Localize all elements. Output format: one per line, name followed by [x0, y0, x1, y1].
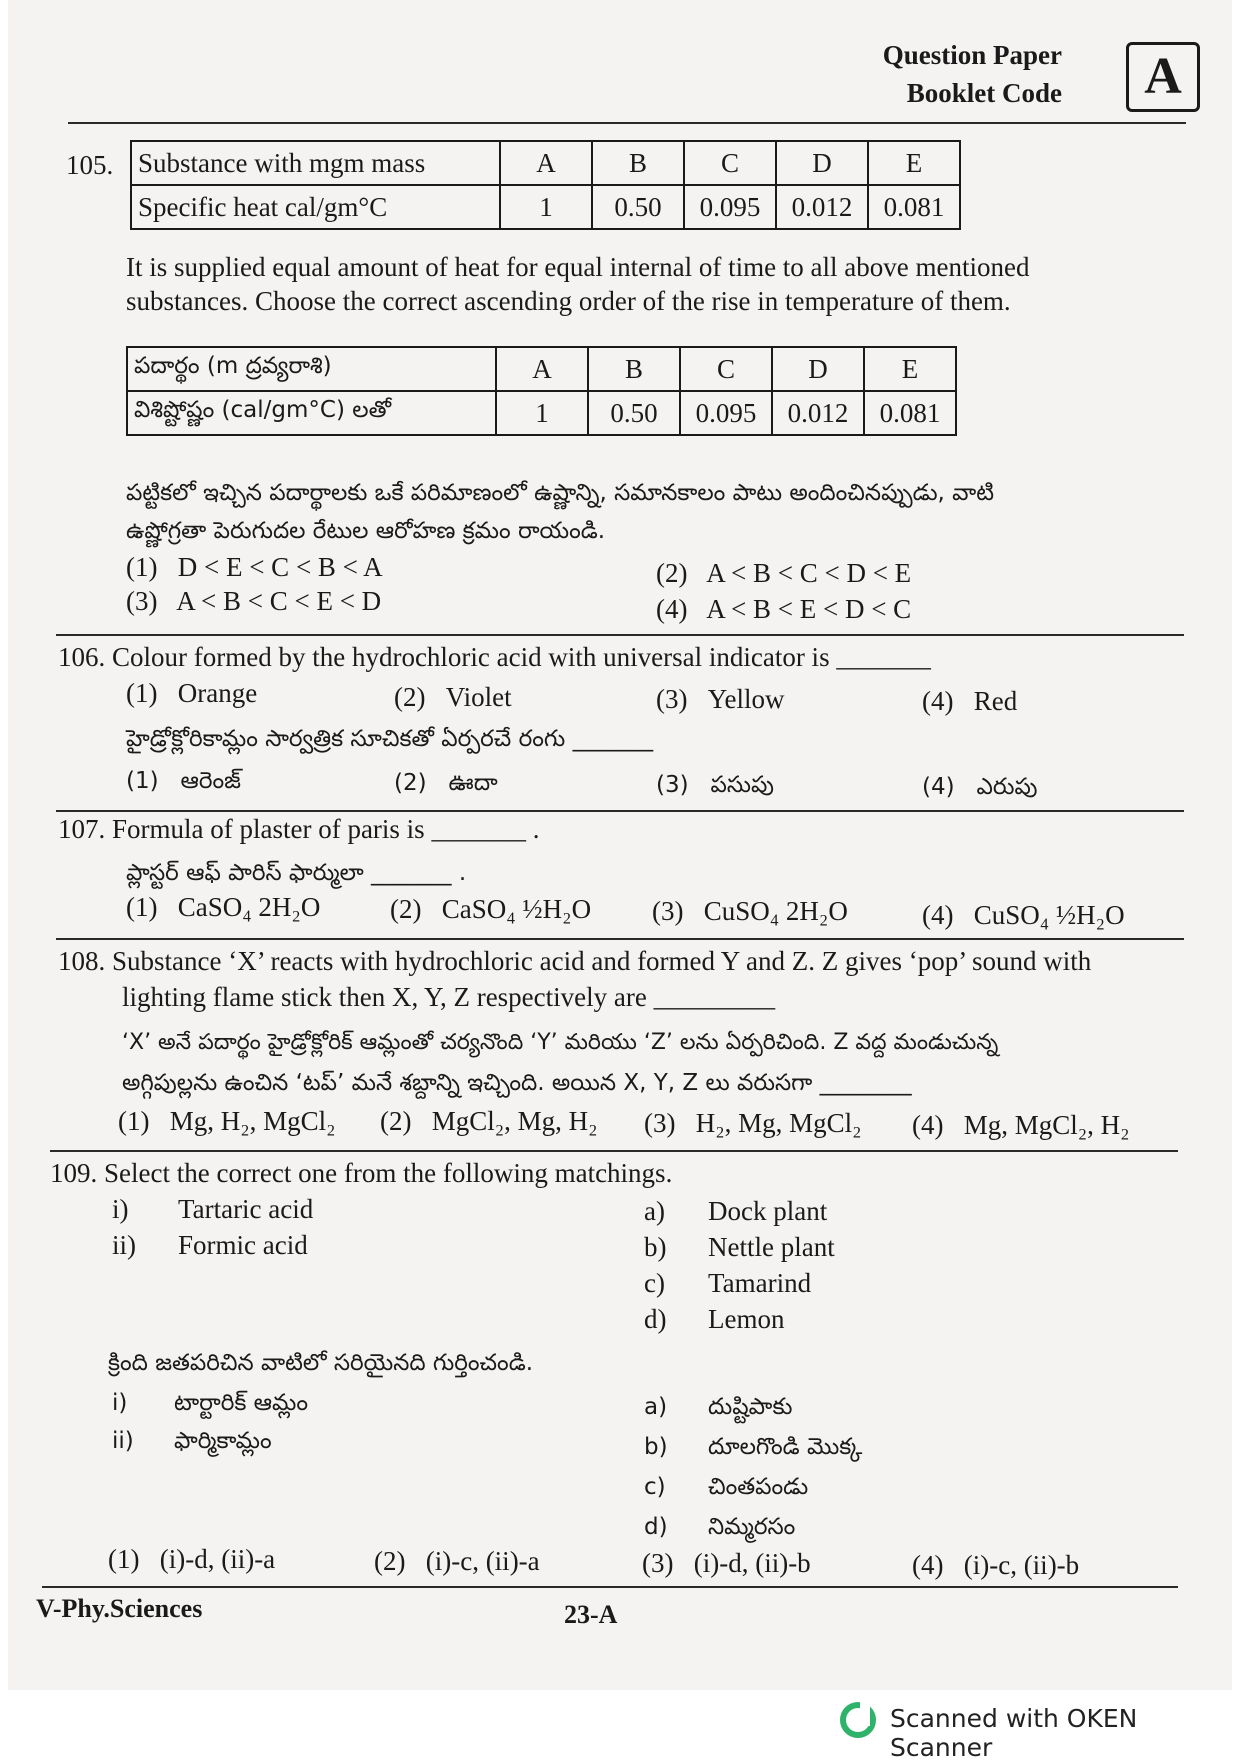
q105-table-te-value-a: 1 — [496, 391, 588, 435]
q105-option-3-num: (3) — [126, 586, 158, 616]
q108-option-1-num: (1) — [118, 1106, 150, 1136]
q107-option-3-num: (3) — [652, 896, 684, 926]
q108-option-1-text: Mg, H₂, MgCl₂ — [169, 1106, 336, 1136]
q107-text-te — [126, 856, 466, 890]
q109-right-en-4-num: d) — [644, 1304, 667, 1334]
q109-left-en-1-text: Tartaric acid — [178, 1194, 314, 1224]
q106-text-en — [58, 640, 931, 674]
q105-option-3-text: A < B < C < E < D — [176, 586, 382, 616]
q105-table-en-col-a: A — [500, 141, 592, 185]
header-line-2: Booklet Code — [906, 78, 1062, 108]
q106-option-en-4-text: Red — [973, 686, 1018, 716]
q108-question-text-line2: lighting flame stick then X, Y, Z respectively are — [122, 982, 647, 1012]
q108-question-text-line1: Substance ‘X’ reacts with hydrochloric acid and formed Y and Z. Z gives ‘pop’ sound with — [112, 946, 1092, 976]
q109-right-en-1-text: Dock plant — [708, 1196, 828, 1226]
q105-table-te-col-a: A — [496, 347, 588, 391]
q106-answer-blank-te: _______ — [572, 726, 654, 752]
q109-option-2-text: (i)-c, (ii)-a — [425, 1546, 540, 1576]
q106-option-te-1 — [126, 764, 241, 798]
q109-right-te-3-num: c) — [644, 1474, 666, 1500]
q105-option-2-text: A < B < C < D < E — [706, 558, 912, 588]
q107-question-text: Formula of plaster of paris is — [112, 814, 425, 844]
q105-table-te-value-c: 0.095 — [680, 391, 772, 435]
q107-option-2-num: (2) — [390, 894, 422, 924]
q105-table-en-value-a: 1 — [500, 185, 592, 229]
q109-left-te-1-num: i) — [112, 1390, 128, 1416]
q108-text-te-line1: ‘X’ అనే పదార్థం హైడ్రోక్లోరిక్ ఆమ్లంతో చర్యనొంది ‘Y’ మరియు ‘Z’ లను ఏర్పరిచింది. Z వద్ద మండుచున్న — [122, 1030, 999, 1055]
q105-divider — [56, 634, 1184, 636]
scanned-page — [8, 0, 1232, 1690]
q109-right-en-3-num: c) — [644, 1268, 665, 1298]
q109-right-en-2-num: b) — [644, 1232, 667, 1262]
q107-option-3-text: CuSO₄ 2H₂O — [703, 896, 848, 926]
q105-table-en-col-e: E — [868, 141, 960, 185]
q106-option-en-2 — [394, 680, 512, 714]
q106-text-te — [126, 722, 653, 756]
question-109-number: 109. — [50, 1158, 98, 1188]
q108-option-3-num: (3) — [644, 1108, 676, 1138]
q105-option-1-text: D < E < C < B < A — [177, 552, 383, 582]
q109-option-4-text: (i)-c, (ii)-b — [963, 1550, 1080, 1580]
q107-answer-blank: _______ . — [431, 814, 540, 844]
q105-option-3 — [126, 584, 381, 618]
q105-option-1 — [126, 550, 383, 584]
q107-option-1-num: (1) — [126, 892, 158, 922]
q109-divider — [42, 1586, 1178, 1588]
q106-question-text-te: హైడ్రోక్లోరికామ్లం సార్వత్రిక సూచికతో ఏర్పరచే రంగు — [126, 726, 566, 752]
q109-left-en-2 — [112, 1228, 136, 1262]
q105-table-te-col-d: D — [772, 347, 864, 391]
q105-table-te-value-e: 0.081 — [864, 391, 956, 435]
q109-right-te-1-text: దుష్టిపాకు — [708, 1394, 793, 1420]
oken-scanner-logo-icon — [840, 1702, 876, 1738]
q109-right-te-2-text: దూలగొండి మొక్క — [708, 1434, 863, 1460]
q105-table-en-row1-label: Substance with mgm mass — [131, 141, 500, 185]
q105-option-4-text: A < B < E < D < C — [706, 594, 912, 624]
q107-option-4 — [922, 898, 1125, 932]
q109-left-te-2-num: ii) — [112, 1428, 134, 1454]
q106-option-en-3-text: Yellow — [707, 684, 785, 714]
q109-left-en-1 — [112, 1192, 129, 1226]
q108-divider — [50, 1150, 1178, 1152]
q108-option-2 — [380, 1104, 598, 1138]
q107-option-2-text: CaSO₄ ½H₂O — [441, 894, 592, 924]
q109-option-4-num: (4) — [912, 1550, 944, 1580]
q106-option-te-4-num: (4) — [922, 774, 955, 800]
booklet-code-box: A — [1126, 42, 1200, 112]
q105-option-4 — [656, 592, 911, 626]
q108-option-3 — [644, 1106, 862, 1140]
q108-option-1 — [118, 1104, 336, 1138]
q109-text-te: క్రింది జతపరిచిన వాటిలో సరియైనది గుర్తించండి. — [108, 1350, 534, 1376]
q108-option-4 — [912, 1108, 1130, 1142]
q105-table-te-value-b: 0.50 — [588, 391, 680, 435]
q107-option-1 — [126, 890, 320, 924]
q105-table-te-row1-label: పదార్థం (m ద్రవ్యరాశి) — [127, 347, 496, 391]
q109-option-1-text: (i)-d, (ii)-a — [159, 1544, 276, 1574]
header-divider — [68, 122, 1186, 124]
q109-left-te-2-text: ఫార్మికామ్లం — [174, 1428, 272, 1454]
q109-option-1 — [108, 1542, 275, 1576]
q109-right-en-2-text: Nettle plant — [708, 1232, 835, 1262]
q106-option-en-3 — [656, 682, 785, 716]
question-106-number: 106. — [58, 642, 106, 672]
q108-text-te-line2 — [122, 1066, 912, 1100]
q105-table-en-col-d: D — [776, 141, 868, 185]
booklet-code-header — [883, 36, 1062, 112]
q106-option-en-1-text: Orange — [177, 678, 258, 708]
q105-table-en-value-e: 0.081 — [868, 185, 960, 229]
q106-option-te-4 — [922, 770, 1037, 804]
q109-option-4 — [912, 1548, 1079, 1582]
q107-question-text-te: ప్లాస్టర్ ఆఫ్ పారిస్ ఫార్ములా — [126, 860, 364, 886]
q106-option-te-1-num: (1) — [126, 768, 159, 794]
q109-option-2 — [374, 1544, 540, 1578]
q106-option-en-2-num: (2) — [394, 682, 426, 712]
footer-page-number: 23-A — [564, 1600, 618, 1629]
q109-right-en-4-text: Lemon — [708, 1304, 785, 1334]
q109-right-te-4-num: d) — [644, 1514, 668, 1540]
q109-option-3 — [642, 1546, 811, 1580]
q105-option-4-num: (4) — [656, 594, 688, 624]
q108-option-2-text: MgCl₂, Mg, H₂ — [431, 1106, 598, 1136]
q107-option-4-num: (4) — [922, 900, 954, 930]
q106-option-en-4-num: (4) — [922, 686, 954, 716]
q108-option-4-num: (4) — [912, 1110, 944, 1140]
q108-option-2-num: (2) — [380, 1106, 412, 1136]
q106-option-te-2-text: ఊదా — [448, 770, 498, 796]
q105-text-en-line2: substances. Choose the correct ascending order of the rise in temperature of them. — [126, 286, 1011, 316]
q106-option-te-2 — [394, 766, 498, 800]
q105-option-1-num: (1) — [126, 552, 158, 582]
q109-left-te-1-text: టార్టారిక్ ఆమ్లం — [174, 1390, 308, 1416]
q109-option-2-num: (2) — [374, 1546, 406, 1576]
q108-question-text-te-line2: అగ్గిపుల్లను ఉంచిన ‘టప్’ మనే శబ్దాన్ని ఇచ్చింది. అయిన X, Y, Z లు వరుసగా — [122, 1070, 813, 1096]
q105-table-en — [130, 140, 961, 230]
q107-option-2 — [390, 892, 591, 926]
q109-option-1-num: (1) — [108, 1544, 140, 1574]
q108-option-3-text: H₂, Mg, MgCl₂ — [695, 1108, 862, 1138]
q105-table-te-col-e: E — [864, 347, 956, 391]
q109-right-en-1-num: a) — [644, 1196, 665, 1226]
q108-answer-blank: _________ — [653, 982, 776, 1012]
q109-question-text: Select the correct one from the following matchings. — [104, 1158, 673, 1188]
q105-table-te-col-b: B — [588, 347, 680, 391]
q109-left-en-1-num: i) — [112, 1194, 129, 1224]
question-107-number: 107. — [58, 814, 106, 844]
q105-option-2 — [656, 556, 911, 590]
q106-option-en-4 — [922, 684, 1017, 718]
q109-right-te-2-num: b) — [644, 1434, 668, 1460]
q107-text-en — [58, 812, 539, 846]
q105-table-en-col-c: C — [684, 141, 776, 185]
q105-text-te-line1: పట్టికలో ఇచ్చిన పదార్థాలకు ఒకే పరిమాణంలో ఉష్ణాన్ని, సమానకాలం పాటు అందించినప్పుడు, వాటి — [126, 480, 995, 506]
q106-question-text: Colour formed by the hydrochloric acid with universal indicator is — [112, 642, 830, 672]
q107-answer-blank-te: _______ . — [371, 860, 467, 886]
q105-text-en-line1: It is supplied equal amount of heat for equal internal of time to all above mentioned — [126, 252, 1030, 282]
q109-option-3-text: (i)-d, (ii)-b — [693, 1548, 811, 1578]
q109-text-en — [50, 1156, 672, 1190]
q108-text-en-line1 — [58, 944, 1091, 978]
q106-option-en-1-num: (1) — [126, 678, 158, 708]
scanner-watermark-text: Scanned with OKEN Scanner — [890, 1704, 1138, 1762]
q105-option-2-num: (2) — [656, 558, 688, 588]
q105-table-te-col-c: C — [680, 347, 772, 391]
q107-divider — [56, 938, 1184, 940]
q108-answer-blank-te: ________ — [819, 1070, 912, 1096]
q105-table-te-row2-label: విశిష్టోష్ణం (cal/gm°C) లతో — [127, 391, 496, 435]
q106-option-te-2-num: (2) — [394, 770, 427, 796]
q106-option-te-1-text: ఆరెంజ్ — [180, 768, 241, 794]
q106-option-te-3 — [656, 768, 774, 802]
q106-option-en-2-text: Violet — [445, 682, 512, 712]
q107-option-4-text: CuSO₄ ½H₂O — [973, 900, 1125, 930]
q107-option-1-text: CaSO₄ 2H₂O — [177, 892, 321, 922]
q109-right-te-1-num: a) — [644, 1394, 668, 1420]
q105-text-te-line2: ఉష్ణోగ్రతా పెరుగుదల రేటుల ఆరోహణ క్రమం రాయండి. — [126, 518, 606, 544]
q108-option-4-text: Mg, MgCl₂, H₂ — [963, 1110, 1130, 1140]
question-105-number: 105. — [66, 150, 114, 180]
q109-right-en-3-text: Tamarind — [708, 1268, 812, 1298]
header-line-1: Question Paper — [882, 40, 1062, 70]
q106-option-en-3-num: (3) — [656, 684, 688, 714]
q105-table-te — [126, 346, 957, 436]
q105-table-te-value-d: 0.012 — [772, 391, 864, 435]
q109-left-en-2-text: Formic acid — [178, 1230, 308, 1260]
footer-subject: V-Phy.Sciences — [36, 1594, 203, 1623]
q106-option-te-3-num: (3) — [656, 772, 689, 798]
q109-left-en-2-num: ii) — [112, 1230, 136, 1260]
question-108-number: 108. — [58, 946, 106, 976]
q105-table-en-value-d: 0.012 — [776, 185, 868, 229]
q109-right-te-4-text: నిమ్మరసం — [708, 1514, 796, 1540]
q106-option-te-4-text: ఎరుపు — [976, 774, 1038, 800]
q107-option-3 — [652, 894, 848, 928]
q106-answer-blank: _______ — [836, 642, 931, 672]
q109-option-3-num: (3) — [642, 1548, 674, 1578]
q105-table-en-value-c: 0.095 — [684, 185, 776, 229]
q105-table-en-col-b: B — [592, 141, 684, 185]
q106-option-te-3-text: పసుపు — [710, 772, 774, 798]
q109-right-te-3-text: చింతపండు — [708, 1474, 809, 1500]
q106-option-en-1 — [126, 676, 257, 710]
q105-table-en-value-b: 0.50 — [592, 185, 684, 229]
q105-table-en-row2-label: Specific heat cal/gm°C — [131, 185, 500, 229]
q108-text-en-line2 — [122, 980, 775, 1014]
